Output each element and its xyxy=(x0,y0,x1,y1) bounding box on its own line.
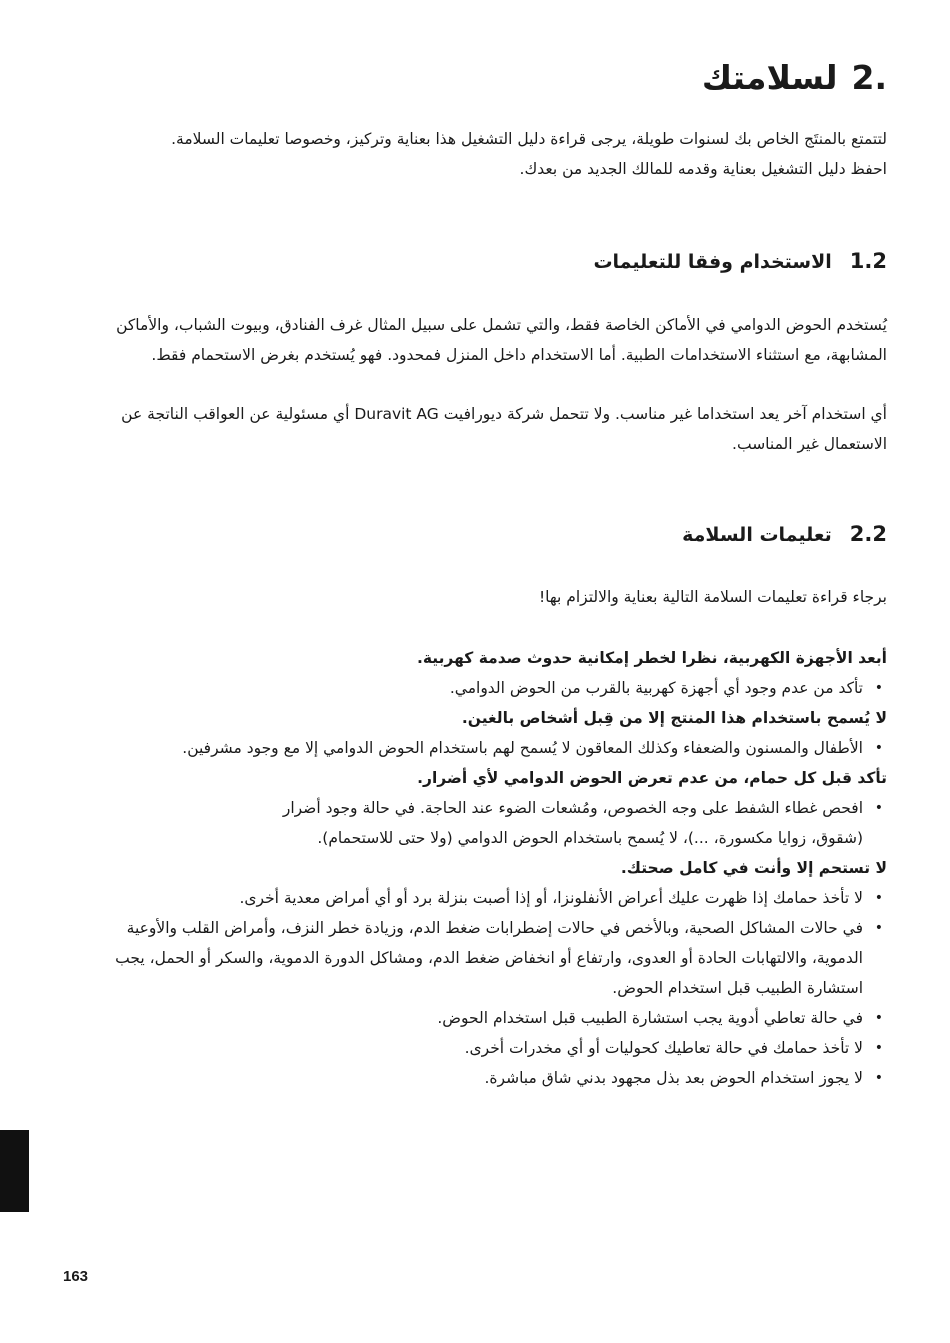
warning-list xyxy=(72,793,887,853)
subsection-heading-safety xyxy=(682,521,887,548)
list-item: • في حالة تعاطي أدوية يجب استشارة الطبيب قبل استخدام الحوض. xyxy=(72,1003,887,1033)
chapter-tab-marker xyxy=(0,1130,29,1212)
warning-heading: لا تستحم إلا وأنت في كامل صحتك. xyxy=(620,859,887,877)
safety-intro: برجاء قراءة تعليمات السلامة التالية بعناية والالتزام بها! xyxy=(538,588,887,606)
section-title xyxy=(702,58,887,98)
subsection-heading-usage xyxy=(593,248,887,275)
warning-list xyxy=(72,883,887,1093)
list-item: • لا يجوز استخدام الحوض بعد بذل مجهود بدني شاق مباشرة. xyxy=(72,1063,887,1093)
section-intro xyxy=(72,124,887,184)
section-title-text: لسلامتك xyxy=(701,58,838,97)
subsection-title: تعليمات السلامة xyxy=(682,524,832,546)
subsection-title: الاستخدام وفقا للتعليمات xyxy=(593,251,832,273)
subsection-number: 2.2 xyxy=(849,522,887,546)
warning-list xyxy=(72,673,887,703)
list-item: • لا تأخذ حمامك في حالة تعاطيك كحوليات أو أي مخدرات أخرى. xyxy=(72,1033,887,1063)
usage-paragraph: أي استخدام آخر يعد استخداما غير مناسب. ولا تتحمل شركة ديورافيت Duravit AG أي مسئولية عن العواقب الناتجة عن الاستعمال غير المناسب. xyxy=(121,405,887,453)
subsection-number: 1.2 xyxy=(849,249,887,273)
warning-heading: تأكد قبل كل حمام، من عدم تعرض الحوض الدوامي لأي أضرار. xyxy=(417,769,887,787)
usage-paragraph: يُستخدم الحوض الدوامي في الأماكن الخاصة فقط، والتي تشمل على سبيل المثال غرف الفنادق، وبيوت الشباب، والأماكن المشابهة، مع استثناء الاستخدامات الطبية. أما الاستخدام داخل المنزل فمحدود. فهو يُستخدم بغرض الاستحمام فقط. xyxy=(116,316,887,364)
warning-heading: لا يُسمح باستخدام هذا المنتج إلا من قِبل أشخاص بالغين. xyxy=(461,709,887,727)
list-item: • الأطفال والمسنون والضعفاء وكذلك المعاقون لا يُسمح لهم باستخدام الحوض الدوامي إلا مع وجود مشرفين. xyxy=(72,733,887,763)
list-item: • تأكد من عدم وجود أي أجهزة كهربية بالقرب من الحوض الدوامي. xyxy=(72,673,887,703)
intro-line: احفظ دليل التشغيل بعناية وقدمه للمالك الجديد من بعدك. xyxy=(519,160,887,178)
section-number: .2 xyxy=(851,58,887,97)
warning-list xyxy=(72,733,887,763)
intro-line: لتتمتع بالمنتَج الخاص بك لسنوات طويلة، يرجى قراءة دليل التشغيل هذا بعناية وتركيز، وخصوصا تعليمات السلامة. xyxy=(171,130,887,148)
safety-warnings xyxy=(72,643,887,1093)
list-item: • لا تأخذ حمامك إذا ظهرت عليك أعراض الأنفلونزا، أو إذا أصبت بنزلة برد أو أي أمراض معدية أخرى. xyxy=(72,883,887,913)
list-item: • افحص غطاء الشفط على وجه الخصوص، ومُشعات الضوء عند الحاجة. في حالة وجود أضرار (شقوق، زوايا مكسورة، ...)، لا يُسمح باستخدام الحوض الدوامي (ولا حتى للاستحمام). xyxy=(72,793,887,853)
warning-heading: أبعد الأجهزة الكهربية، نظرا لخطر إمكانية حدوث صدمة كهربية. xyxy=(417,649,887,667)
page-number: 163 xyxy=(63,1268,89,1285)
list-item: • في حالات المشاكل الصحية، وبالأخص في حالات إضطرابات ضغط الدم، وزيادة خطر النزف، وأمراض القلب والأوعية الدموية، والالتهابات الحادة أو العدوى، وارتفاع أو انخفاض ضغط الدم، ومشاكل الدورة الدموية، والسكر أو الحمل، يجب استشارة الطبيب قبل استخدام الحوض. xyxy=(72,913,887,1003)
